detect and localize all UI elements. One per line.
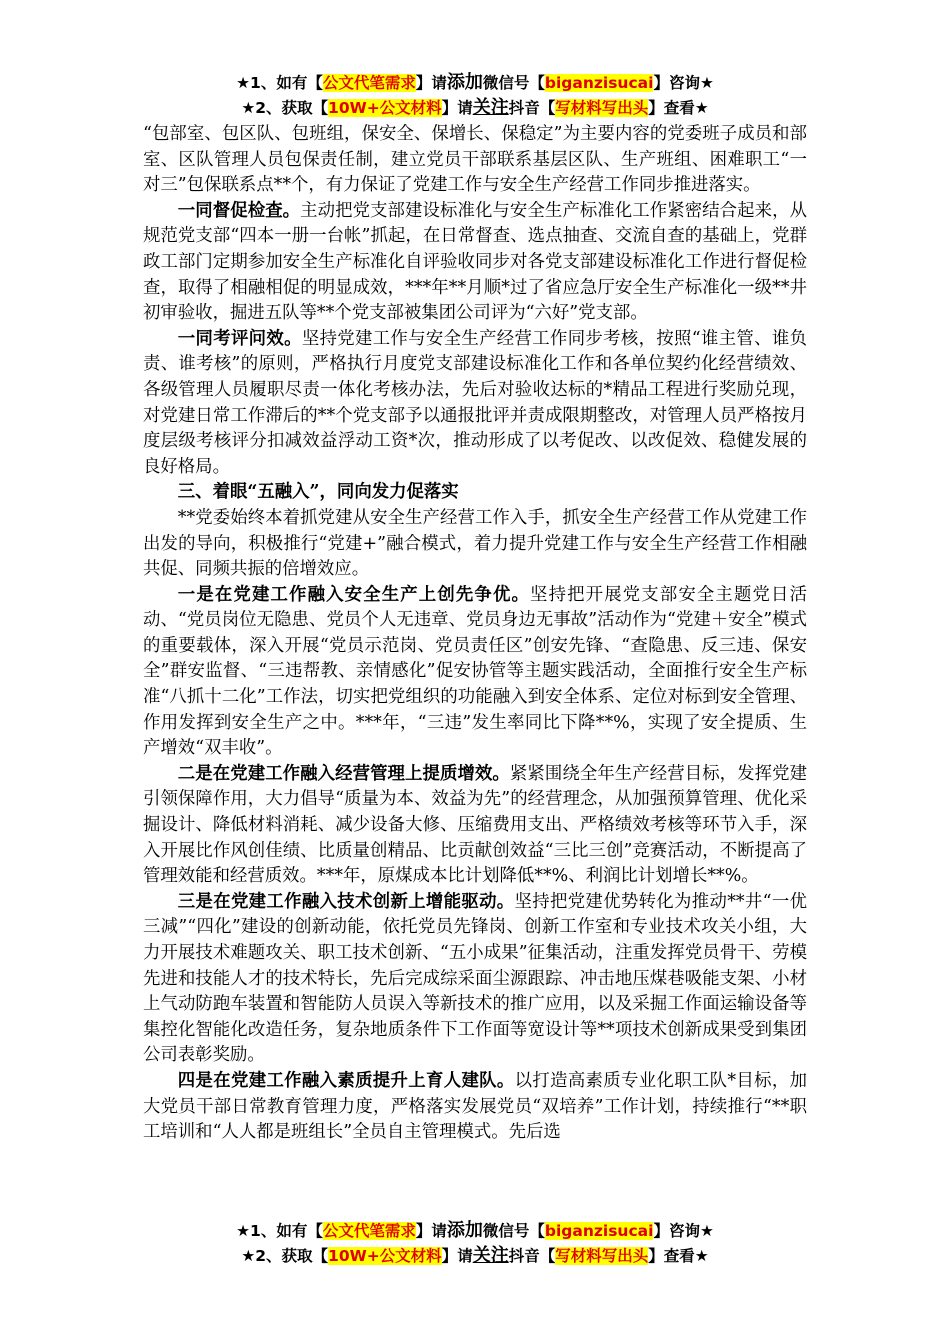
bottom-promo-line-1 [143,1218,807,1244]
promo-wechat-id: biganzisucai [544,1222,654,1240]
paragraph-text: 坚持党建工作与安全生产经营工作同步考核，按照“谁主管、谁负责、谁考核”的原则，严格执行月度党支部建设标准化工作和各单位契约化经营绩效、各级管理人员履职尽责一体化考核办法，先后对验收达标的*精品工程进行奖励兑现，对党建日常工作滞后的**个党支部予以通报批评并责成限期整改，对管理人员严格按月度层级考核评分扣减效益浮动工资*次，推动形成了以考促改、以改促效、稳健发展的良好格局。 [143,328,807,477]
promo-wechat-id: biganzisucai [544,74,654,92]
promo-douyin-id: 写材料写出头 [555,99,649,117]
promo-text: 】请 [441,99,473,117]
paragraph-lead: 一同督促检查。 [177,200,301,221]
promo-highlight: 公文代笔需求 [322,74,416,92]
paragraph-text: 坚持把党建优势转化为推动**井“一优三减”“四化”建设的创新动能，依托党员先锋岗、创新工作室和专业技术攻关小组，大力开展技术难题攻关、职工技术创新、“五小成果”征集活动，注重发挥党员骨干、劳模先进和技能人才的技术特长，先后完成综采面尘源跟踪、冲击地压煤巷吸能支架、小材上气动防跑车装置和智能防人员误入等新技术的推广应用，以及采掘工作面运输设备等集控化智能化改造任务，复杂地质条件下工作面等宽设计等**项技术创新成果受到集团公司表彰奖励。 [143,891,807,1066]
promo-highlight: 10W+公文材料 [328,99,442,117]
promo-text: 】请 [441,1247,473,1265]
paragraph-lead: 二是在党建工作融入经营管理上提质增效。 [177,763,510,784]
promo-text: 】请 [415,74,447,92]
paragraph-lead: 四是在党建工作融入素质提升上育人建队。 [177,1070,515,1091]
paragraph-text: 以打造高素质专业化职工队*目标，加大党员干部日常教育管理力度，严格落实发展党员“双培养”工作计划，持续推行“**职工培训和“人人都是班组长”全员自主管理模式。先后选 [143,1070,807,1143]
promo-highlight: 公文代笔需求 [322,1222,416,1240]
promo-emphasis: 添加 [446,72,483,93]
promo-highlight: 10W+公文材料 [328,1247,442,1265]
section-heading [143,480,807,506]
top-promo-line-2 [143,95,807,121]
promo-suffix: 】咨询★ [653,74,714,92]
promo-text: 微信号【 [482,74,545,92]
promo-suffix: 】查看★ [648,1247,709,1265]
paragraph-text: 坚持把开展党支部安全主题党日活动、“党员岗位无隐患、党员个人无违章、党员身边无事故”活动作为“党建＋安全”模式的重要载体，深入开展“党员示范岗、党员责任区”创安先锋、“查隐患、反三违、保安全”群安监督、“三违帮教、亲情感化”促安协管等主题实践活动，全面推行安全生产标准“八抓十二化”工作法，切实把党组织的功能融入到安全体系、定位对标到安全管理、作用发挥到安全生产之中。***年，“三违”发生率同比下降**%，实现了安全提质、生产增效“双丰收”。 [143,584,807,759]
promo-douyin-id: 写材料写出头 [555,1247,649,1265]
paragraph [143,199,807,327]
promo-prefix: ★2、获取【 [241,1247,329,1265]
paragraph-text: “包部室、包区队、包班组，保安全、保增长、保稳定”为主要内容的党委班子成员和部室、区队管理人员包保责任制，建立党员干部联系基层区队、生产班组、困难职工“一对三”包保联系点**个，有力保证了党建工作与安全生产经营工作同步推进落实。 [143,124,807,196]
promo-prefix: ★2、获取【 [241,99,329,117]
promo-suffix: 】咨询★ [653,1222,714,1240]
promo-text: 微信号【 [482,1222,545,1240]
paragraph-text: 主动把党支部建设标准化与安全生产标准化工作紧密结合起来，从规范党支部“四本一册一台帐”抓起，在日常督查、选点抽查、交流自查的基础上，党群政工部门定期参加安全生产标准化自评验收同步对各党支部建设标准化工作进行督促检查，取得了相融相促的明显成效，***年**月顺*过了省应急厅安全生产标准化一级**井初审验收，掘进五队等**个党支部被集团公司评为“六好”党支部。 [143,200,807,324]
paragraph [143,583,807,762]
promo-text: 抖音【 [508,1247,556,1265]
promo-suffix: 】查看★ [648,99,709,117]
paragraph-text: 紧紧围绕全年生产经营目标，发挥党建引领保障作用，大力倡导“质量为本、效益为先”的经营理念，从加强预算管理、优化采掘设计、降低材料消耗、减少设备大修、压缩费用支出、严格绩效考核等环节入手，深入开展比作风创佳绩、比质量创精品、比贡献创效益“三比三创”竞赛活动，不断提高了管理效能和经营质效。***年，原煤成本比计划降低**%、利润比计划增长**%。 [143,763,807,887]
promo-prefix: ★1、如有【 [236,74,323,92]
promo-emphasis: 关注 [472,1245,509,1266]
promo-prefix: ★1、如有【 [236,1222,323,1240]
paragraph-lead: 一是在党建工作融入安全生产上创先争优。 [177,584,531,605]
paragraph [143,327,807,481]
promo-text: 】请 [415,1222,447,1240]
promo-emphasis: 添加 [446,1220,483,1241]
paragraph-lead: 三是在党建工作融入技术创新上增能驱动。 [177,891,515,912]
top-promo-line-1 [143,70,807,96]
paragraph-text: **党委始终本着抓党建从安全生产经营工作入手，抓安全生产经营工作从党建工作出发的导向，积极推行“党建+”融合模式，着力提升党建工作与安全生产经营工作相融共促、同频共振的倍增效应。 [143,507,807,580]
paragraph-lead: 一同考评问效。 [177,328,302,349]
section-heading-text: 三、着眼“五融入”，同向发力促落实 [177,482,459,503]
paragraph [143,122,807,199]
bottom-promo-line-2 [143,1243,807,1269]
paragraph [143,506,807,583]
paragraph [143,1069,807,1146]
paragraph [143,890,807,1069]
promo-emphasis: 关注 [472,97,509,118]
document-body [143,122,807,1146]
paragraph [143,762,807,890]
promo-text: 抖音【 [508,99,556,117]
